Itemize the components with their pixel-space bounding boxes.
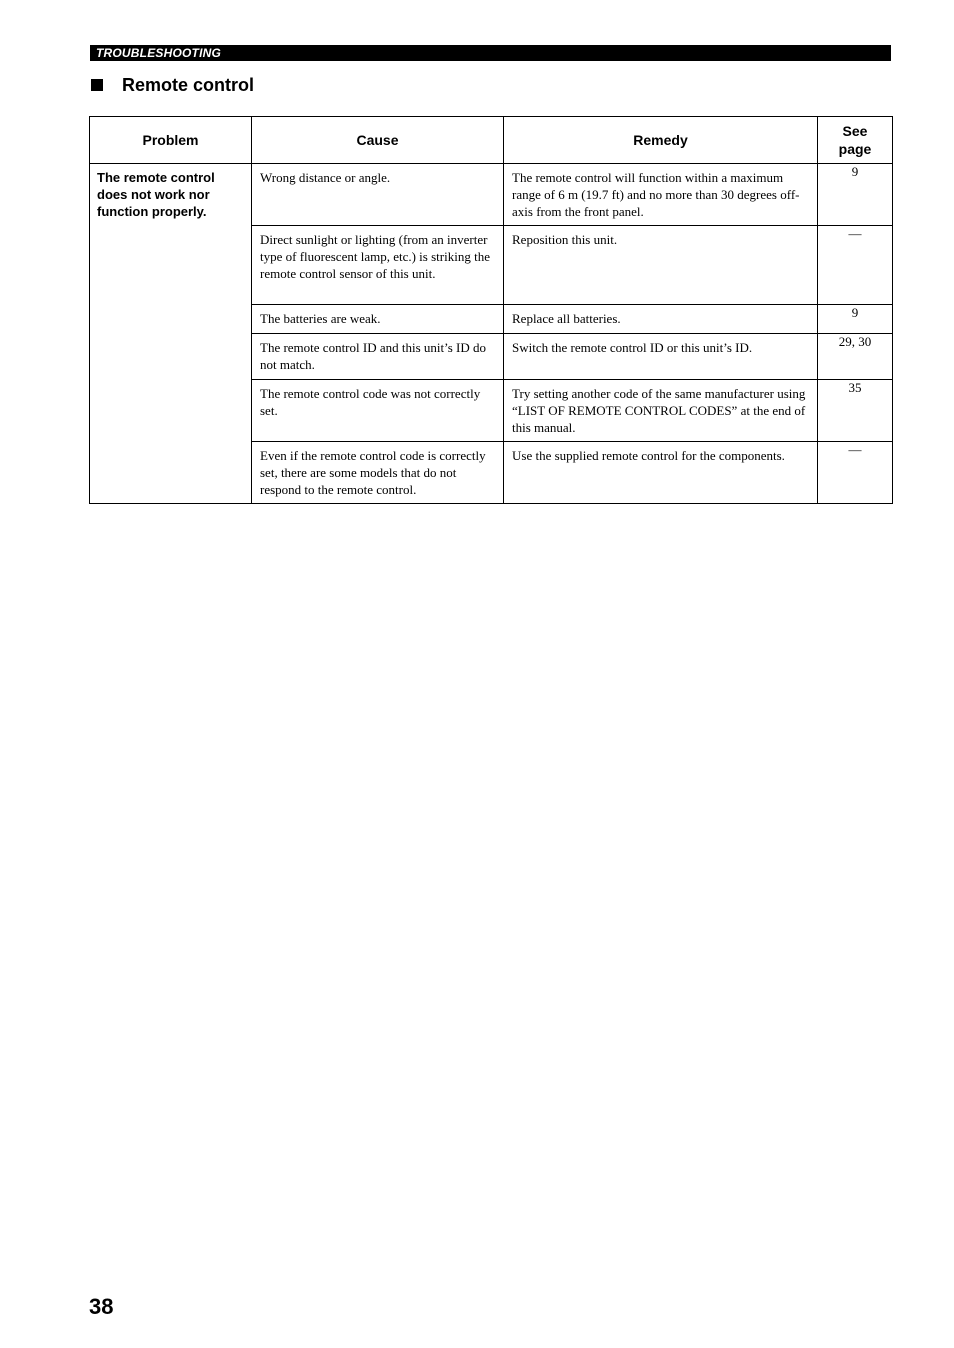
cause-cell: The remote control ID and this unit’s ID do not match. xyxy=(252,334,504,380)
column-header-see-page xyxy=(818,117,893,164)
remedy-cell: The remote control will function within a maximum range of 6 m (19.7 ft) and no more than 30 degrees off-axis from the front panel. xyxy=(504,164,818,226)
section-heading xyxy=(90,73,254,97)
table-row xyxy=(90,164,893,226)
see-page-cell: — xyxy=(818,442,893,504)
square-bullet-icon xyxy=(91,79,103,91)
table-header-row xyxy=(90,117,893,164)
see-page-cell: 9 xyxy=(818,164,893,226)
cause-cell: The remote control code was not correctly set. xyxy=(252,380,504,442)
section-header-bar xyxy=(90,45,891,61)
see-page-label-line1: See xyxy=(842,123,868,139)
remedy-cell: Try setting another code of the same manufacturer using “LIST OF REMOTE CONTROL CODES” at the end of this manual. xyxy=(504,380,818,442)
see-page-label-line2: page xyxy=(838,141,872,157)
cause-cell: Direct sunlight or lighting (from an inverter type of fluorescent lamp, etc.) is striking the remote control sensor of this unit. xyxy=(252,226,504,305)
problem-cell: The remote control does not work nor function properly. xyxy=(90,164,252,504)
section-title: Remote control xyxy=(122,75,255,95)
troubleshooting-table xyxy=(89,116,893,504)
section-header-label: TROUBLESHOOTING xyxy=(96,46,221,60)
see-page-cell: 35 xyxy=(818,380,893,442)
remedy-cell: Reposition this unit. xyxy=(504,226,818,305)
column-header-remedy: Remedy xyxy=(504,117,818,164)
column-header-problem: Problem xyxy=(90,117,252,164)
see-page-cell: 9 xyxy=(818,305,893,334)
cause-cell: Wrong distance or angle. xyxy=(252,164,504,226)
remedy-cell: Replace all batteries. xyxy=(504,305,818,334)
column-header-cause: Cause xyxy=(252,117,504,164)
see-page-cell: 29, 30 xyxy=(818,334,893,380)
see-page-cell: — xyxy=(818,226,893,305)
remedy-cell: Use the supplied remote control for the components. xyxy=(504,442,818,504)
cause-cell: Even if the remote control code is correctly set, there are some models that do not respond to the remote control. xyxy=(252,442,504,504)
page-number: 38 xyxy=(89,1294,114,1319)
remedy-cell: Switch the remote control ID or this unit’s ID. xyxy=(504,334,818,380)
cause-cell: The batteries are weak. xyxy=(252,305,504,334)
